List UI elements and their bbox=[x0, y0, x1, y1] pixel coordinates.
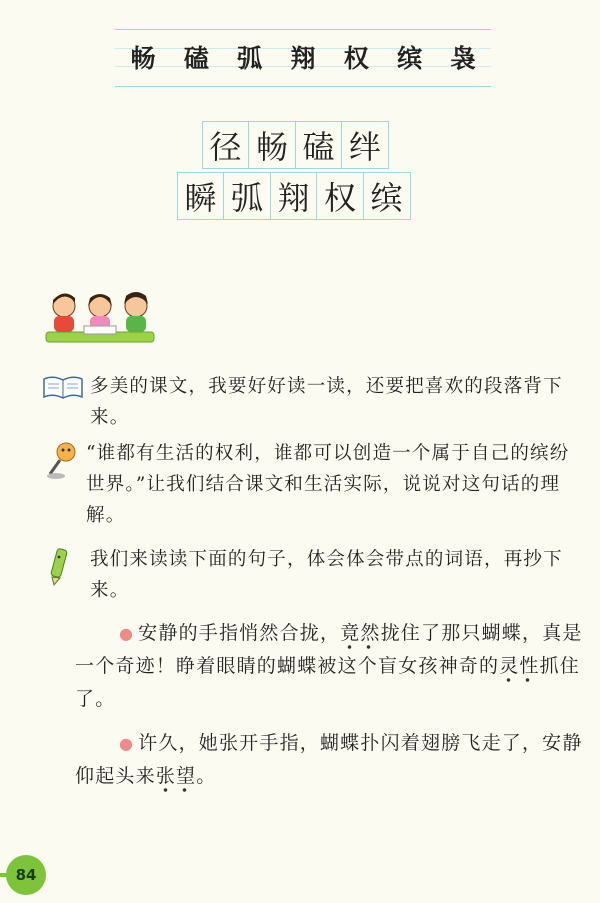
example-sentence-2 bbox=[75, 727, 585, 793]
vocabulary-band bbox=[115, 29, 491, 87]
emphasis-word: 灵性 bbox=[499, 655, 539, 683]
exercise-copy-text: 我们来读读下面的句子，体会体会带点的词语，再抄下来。 bbox=[90, 549, 563, 601]
emphasis-word: 竟然 bbox=[340, 622, 380, 650]
band-char: 翔 bbox=[290, 44, 316, 73]
character-grid-row-1 bbox=[203, 121, 389, 169]
character-grid-row-2 bbox=[178, 172, 411, 220]
grid-cell: 径 bbox=[202, 121, 250, 169]
band-characters bbox=[115, 39, 491, 75]
grid-cell: 磕 bbox=[295, 121, 343, 169]
band-char: 磕 bbox=[183, 44, 209, 73]
sentence-part: 抓住了。 bbox=[75, 655, 581, 710]
page-number-badge: 84 bbox=[6, 855, 46, 895]
grid-cell: 畅 bbox=[248, 121, 296, 169]
grid-cell: 绊 bbox=[341, 121, 389, 169]
example-sentence-1 bbox=[75, 617, 585, 716]
microphone-icon bbox=[44, 440, 80, 480]
dotted-word bbox=[340, 622, 380, 650]
open-book-icon bbox=[42, 375, 84, 401]
grid-cell: 弧 bbox=[223, 172, 271, 220]
band-char: 畅 bbox=[130, 44, 156, 73]
grid-cell: 翔 bbox=[270, 172, 318, 220]
emphasis-word: 张望 bbox=[156, 765, 196, 793]
band-char: 弧 bbox=[237, 44, 263, 73]
bullet-icon: ● bbox=[119, 624, 135, 643]
grid-cell: 权 bbox=[316, 172, 364, 220]
sentence-part: 许久，她张开手指，蝴蝶扑闪着翅膀飞走了，安静仰起头来 bbox=[75, 732, 583, 787]
exercise-discuss-text: “谁都有生活的权利，谁都可以创造一个属于自己的缤纷世界。”让我们结合课文和生活实际，说说对这句话的理解。 bbox=[86, 443, 570, 526]
exercise-read-text: 多美的课文，我要好好读一读，还要把喜欢的段落背下来。 bbox=[90, 376, 563, 428]
band-char: 缤 bbox=[397, 44, 423, 73]
grid-cell: 瞬 bbox=[177, 172, 225, 220]
band-char: 权 bbox=[343, 44, 369, 73]
pencil-icon bbox=[46, 547, 72, 587]
sentence-part: 。 bbox=[196, 765, 217, 787]
children-reading-icon bbox=[44, 288, 156, 344]
grid-cell: 缤 bbox=[363, 172, 411, 220]
sentence-part: 安静的手指悄然合拢， bbox=[138, 622, 341, 644]
band-char: 袅 bbox=[450, 44, 476, 73]
bullet-icon: ● bbox=[119, 734, 135, 753]
sentence-part: 拢住了那只蝴蝶，真是一个奇迹！睁着眼睛的蝴蝶被这个盲女孩神奇的 bbox=[75, 622, 583, 677]
